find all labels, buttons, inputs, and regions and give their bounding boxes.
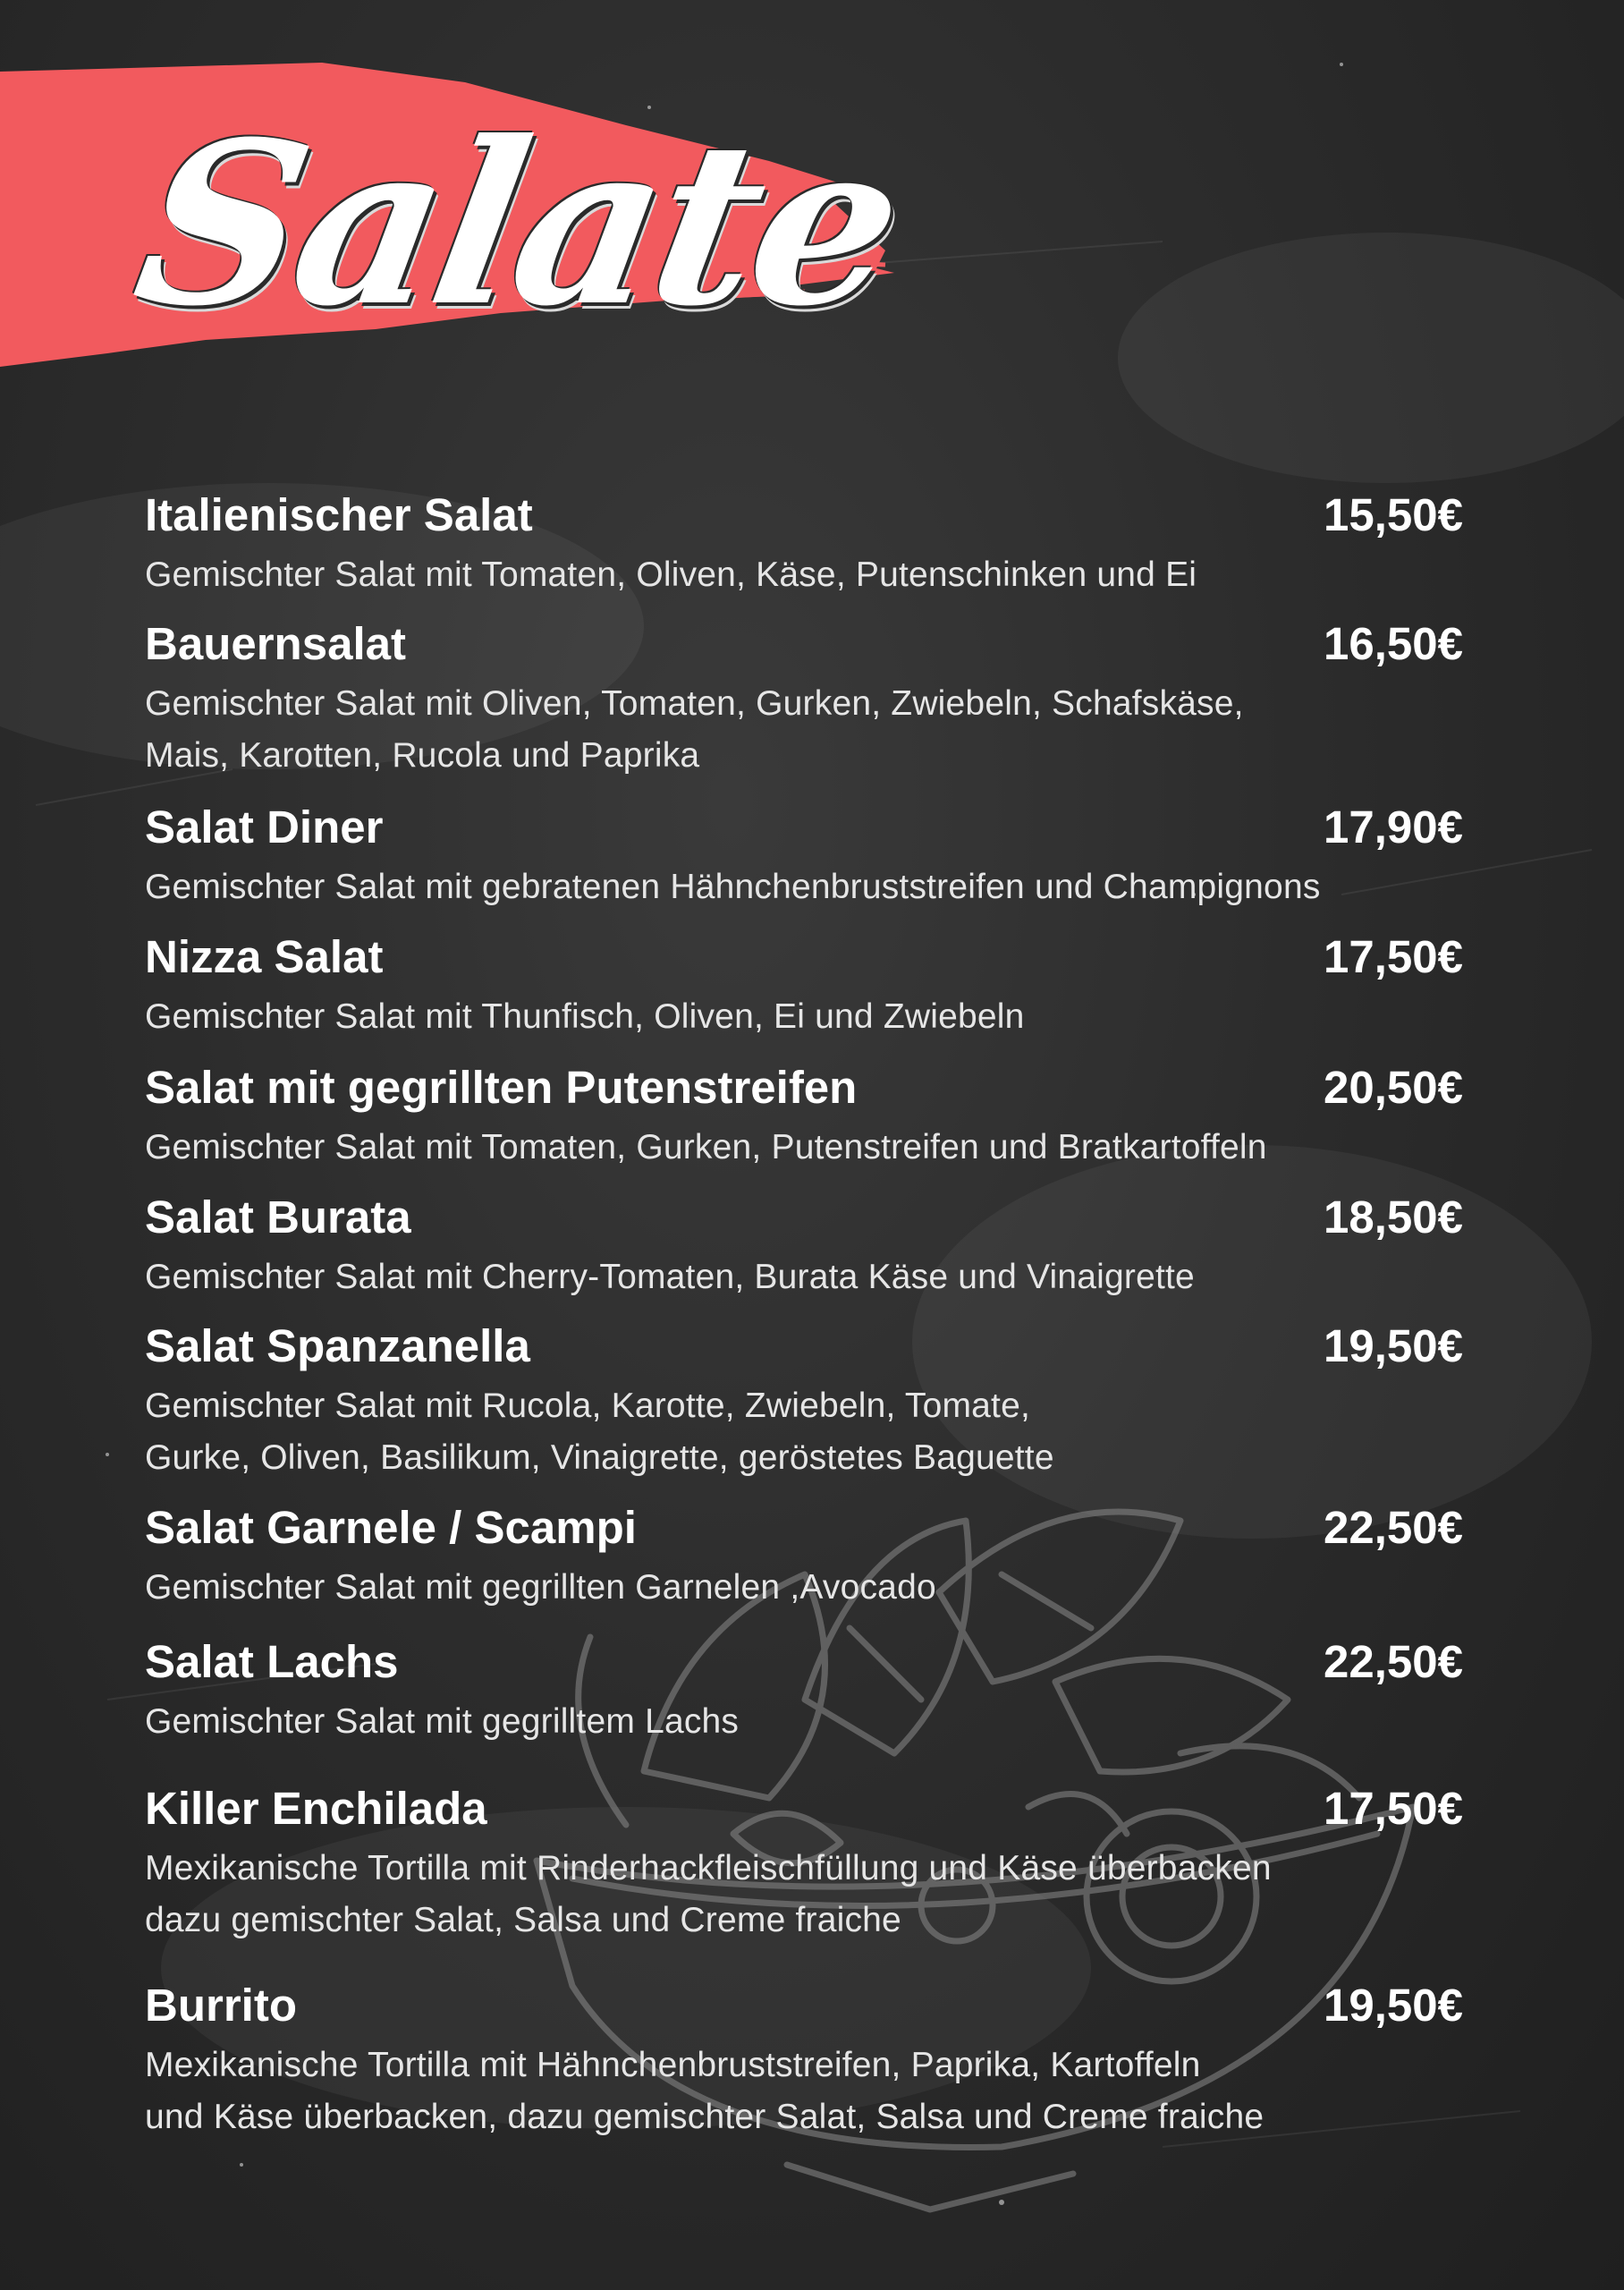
menu-item-price: 22,50€: [1324, 1636, 1463, 1687]
menu-item-description: Gemischter Salat mit Cherry-Tomaten, Burata Käse und Vinaigrette: [145, 1258, 1195, 1296]
menu-item-description: Gemischter Salat mit gegrilltem Lachs: [145, 1702, 740, 1741]
menu-item-description: Gemischter Salat mit Tomaten, Oliven, Käse, Putenschinken und Ei: [145, 556, 1197, 594]
menu-item-name: Salat Diner: [145, 802, 384, 852]
menu-item: [145, 1972, 1463, 2143]
menu-item-name: Salat Garnele / Scampi: [145, 1502, 637, 1553]
menu-item-price: 17,50€: [1324, 1783, 1463, 1834]
menu-item-description: Gemischter Salat mit gegrillten Garnelen ,Avocado: [145, 1568, 936, 1607]
menu-item-price: 17,50€: [1324, 931, 1463, 982]
menu-item-price: 20,50€: [1324, 1062, 1463, 1113]
menu-item: [145, 1183, 1463, 1303]
menu-item-price: 15,50€: [1324, 489, 1463, 540]
menu-item-name: Salat Spanzanella: [145, 1320, 530, 1371]
menu-item-name: Killer Enchilada: [145, 1783, 487, 1834]
menu-item: [145, 923, 1463, 1043]
menu-item-description: Mexikanische Tortilla mit Hähnchenbruststreifen, Paprika, Kartoffeln: [145, 2046, 1201, 2084]
menu-item-name: Nizza Salat: [145, 931, 384, 982]
menu-item-description: Gurke, Oliven, Basilikum, Vinaigrette, geröstetes Baguette: [145, 1438, 1054, 1477]
menu-item: [145, 1628, 1463, 1748]
menu-item: [145, 1054, 1463, 1174]
menu-item-price: 18,50€: [1324, 1192, 1463, 1243]
menu-item-price: 16,50€: [1324, 618, 1463, 669]
menu-item-name: Salat Lachs: [145, 1636, 399, 1687]
page-title: Salate: [120, 92, 916, 355]
menu-item-description: Gemischter Salat mit Thunfisch, Oliven, Ei und Zwiebeln: [145, 997, 1025, 1036]
menu-item-name: Salat mit gegrillten Putenstreifen: [145, 1062, 858, 1113]
menu-item-description: Mais, Karotten, Rucola und Paprika: [145, 736, 700, 775]
menu-item: [145, 1312, 1463, 1484]
menu-item: [145, 1775, 1463, 1946]
menu-item-description: Gemischter Salat mit Rucola, Karotte, Zwiebeln, Tomate,: [145, 1387, 1031, 1425]
menu-item-description: Mexikanische Tortilla mit Rinderhackfleischfüllung und Käse überbacken: [145, 1849, 1272, 1887]
menu-item-description: und Käse überbacken, dazu gemischter Salat, Salsa und Creme fraiche: [145, 2098, 1265, 2136]
menu-item-name: Bauernsalat: [145, 618, 406, 669]
menu-item: [145, 481, 1463, 601]
menu-item: [145, 793, 1463, 913]
menu-item-description: dazu gemischter Salat, Salsa und Creme fraiche: [145, 1901, 901, 1939]
menu-item-name: Salat Burata: [145, 1192, 411, 1243]
menu-item-price: 17,90€: [1324, 802, 1463, 852]
menu-item-price: 19,50€: [1324, 1980, 1463, 2031]
menu-item-price: 19,50€: [1324, 1320, 1463, 1371]
menu-item: [145, 1494, 1463, 1614]
menu-item-name: Burrito: [145, 1980, 297, 2031]
menu-item-description: Gemischter Salat mit Tomaten, Gurken, Putenstreifen und Bratkartoffeln: [145, 1128, 1267, 1166]
menu-item-name: Italienischer Salat: [145, 489, 533, 540]
menu-item: [145, 610, 1463, 782]
menu-item-description: Gemischter Salat mit gebratenen Hähnchenbruststreifen und Champignons: [145, 868, 1321, 906]
menu-item-price: 22,50€: [1324, 1502, 1463, 1553]
menu-item-description: Gemischter Salat mit Oliven, Tomaten, Gurken, Zwiebeln, Schafskäse,: [145, 684, 1244, 723]
